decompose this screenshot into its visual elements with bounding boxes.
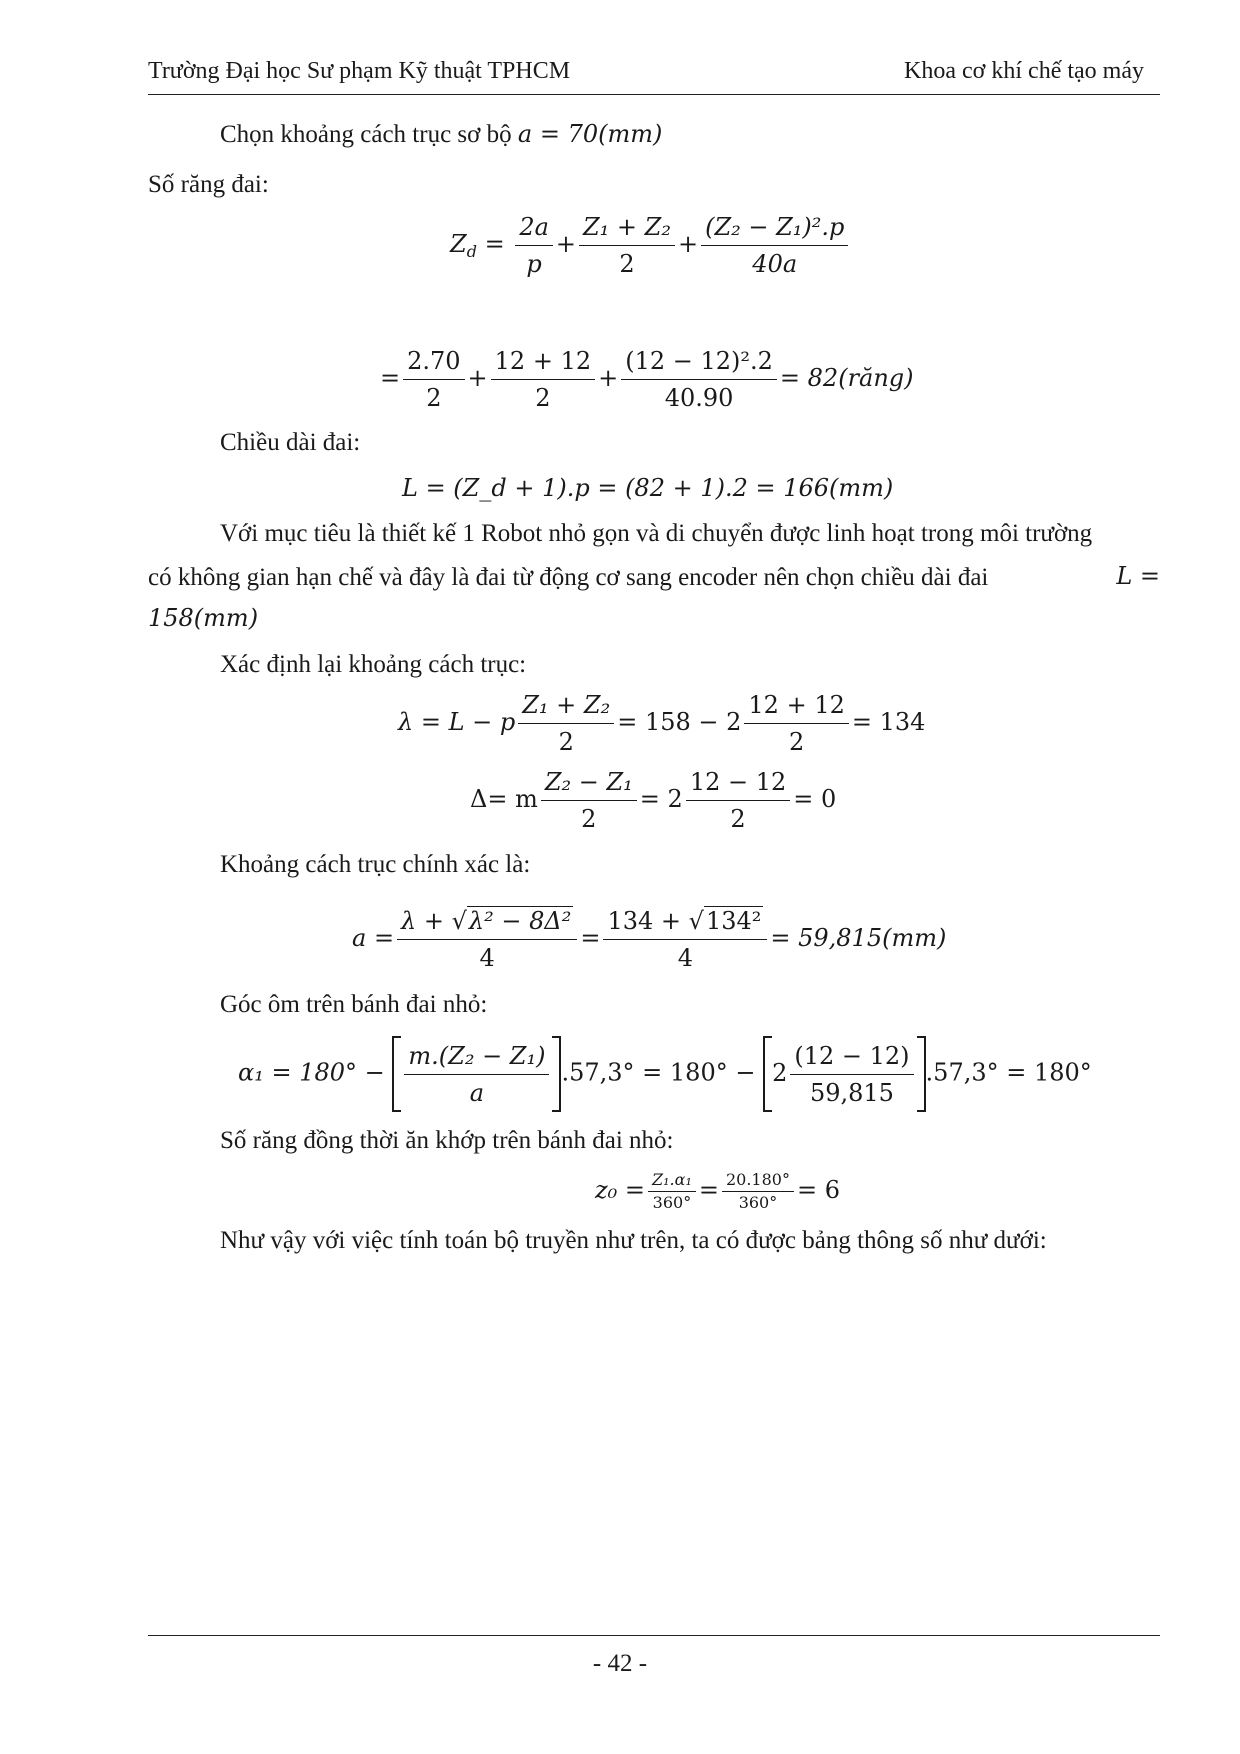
fraction-denominator: 2 xyxy=(581,805,597,833)
delta-lhs: Δ= m xyxy=(470,785,538,813)
text-exact-axis-distance: Khoảng cách trục chính xác là: xyxy=(220,851,531,878)
paragraph-design-goal xyxy=(148,520,1160,630)
fraction-denominator: a xyxy=(469,1078,485,1107)
delta-result: = 0 xyxy=(793,785,837,813)
left-bracket xyxy=(763,1036,772,1112)
preliminary-distance-label: Chọn khoảng cách trục sơ bộ xyxy=(220,121,518,148)
lambda-mid: = 158 − 2 xyxy=(617,708,742,736)
paragraph-line-2 xyxy=(148,564,1160,592)
fraction-numerator: (12 − 12)².2 xyxy=(621,346,777,380)
a-result: = 59,815(mm) xyxy=(770,924,947,952)
preliminary-distance-value: a = 70(mm) xyxy=(517,120,663,148)
fraction-270-over-2 xyxy=(403,346,464,413)
fraction-denominator: p xyxy=(526,250,542,278)
right-bracket xyxy=(917,1036,926,1112)
paragraph-line-3: 158(mm) xyxy=(148,604,259,632)
paragraph-line-1-text: Với mục tiêu là thiết kế 1 Robot nhỏ gọn và di chuyển được linh hoạt trong môi trường xyxy=(220,520,1093,547)
fraction-denominator: 360° xyxy=(652,1193,692,1212)
equation-belt-teeth-numeric: = $\frac{2.70}{2}$ + $\frac{12 + 12}{2}$ + $\frac{\text{(12 − 12)².2}}{40.90}$ = 82(răng) xyxy=(380,347,914,412)
alpha-lhs: α₁ = 180° − xyxy=(238,1058,385,1087)
footer-rule xyxy=(148,1635,1160,1636)
equation-wrap-angle xyxy=(238,1036,1092,1112)
text-preliminary-axis-distance xyxy=(220,122,662,147)
paragraph-line-1 xyxy=(148,520,1160,548)
equation-engaged-teeth: z₀ = $\frac{\text{Z₁.α₁}}{360^\circ}$ = $\frac{20.180^\circ}{360^\circ}$ = 6 xyxy=(595,1170,840,1212)
fraction-numerator: 12 − 12 xyxy=(686,767,790,801)
header-school-name: Trường Đại học Sư phạm Kỹ thuật TPHCM xyxy=(148,58,571,84)
fraction-denominator: 40a xyxy=(752,250,798,278)
z0-lhs: z₀ = xyxy=(595,1176,646,1204)
fraction-numerator: 2.70 xyxy=(403,346,464,380)
text-redetermine-axis-distance: Xác định lại khoảng cách trục: xyxy=(220,651,527,678)
text-parameter-table-intro: Như vậy với việc tính toán bộ truyền như trên, ta có được bảng thông số như dưới: xyxy=(220,1227,1047,1254)
fraction-denominator: 4 xyxy=(479,944,495,972)
header-rule xyxy=(148,94,1160,95)
lambda-result: = 134 xyxy=(851,708,926,736)
length-symbol: L = xyxy=(1116,562,1160,590)
fraction-numerator: Z₂ − Z₁ xyxy=(541,767,637,801)
fraction-z-sum-over-2 xyxy=(579,212,675,279)
fraction-z-diff-over-2 xyxy=(541,767,637,834)
fraction-2a-over-p xyxy=(515,212,553,279)
numerator-prefix: 134 + xyxy=(607,907,689,935)
a-lhs: a = xyxy=(352,924,395,952)
equation-belt-teeth-formula: $Z_d$ = $\frac{2a}{p}$ + $\frac{\text{Z₁ + Z₂}}{2}$ + $\frac{\text{(Z₂ − Z₁)².p}}{40a}$ xyxy=(450,212,851,279)
zd-subscript: d xyxy=(466,242,477,261)
fraction-numerator: 12 + 12 xyxy=(744,690,848,724)
fraction-numerator: m.(Z₂ − Z₁) xyxy=(404,1041,549,1075)
fraction-numerator: 20.180° xyxy=(722,1170,794,1192)
paragraph-line-2-text: có không gian hạn chế và đây là đai từ động cơ sang encoder nên chọn chiều dài đai xyxy=(148,564,989,591)
fraction-denominator: 2 xyxy=(535,384,551,412)
fraction-denominator: 4 xyxy=(677,944,694,972)
equation-lambda xyxy=(398,690,925,757)
fraction-numerator: 12 + 12 xyxy=(491,346,595,380)
text-engaged-teeth-heading: Số răng đồng thời ăn khớp trên bánh đai nhỏ: xyxy=(220,1127,674,1154)
alpha-mid: .57,3° = 180° − xyxy=(561,1058,756,1087)
fraction-numerator: Z₁ + Z₂ xyxy=(579,212,675,246)
fraction-numerator: 2a xyxy=(515,212,553,246)
left-bracket xyxy=(392,1036,401,1112)
numerator-prefix: λ + xyxy=(401,907,452,935)
equation-delta xyxy=(470,767,836,834)
alpha-result: .57,3° = 180° xyxy=(925,1058,1092,1087)
fraction-numerator: (12 − 12) xyxy=(790,1041,913,1075)
alpha-coefficient: 2 xyxy=(772,1058,788,1087)
equation-belt-length: L = (Z_d + 1).p = (82 + 1).2 = 166(mm) xyxy=(402,474,894,502)
fraction-lambda-sqrt: $\frac{\text{λ + √λ² − 8Δ²}}{4}$ xyxy=(397,906,577,973)
sqrt-radicand: λ² − 8Δ² xyxy=(468,907,572,935)
z0-result: = 6 xyxy=(796,1176,840,1204)
fraction-denominator: 2 xyxy=(788,728,805,756)
text-wrap-angle-heading: Góc ôm trên bánh đai nhỏ: xyxy=(220,991,488,1018)
fraction-numerator: Z₁.α₁ xyxy=(648,1170,696,1192)
fraction-numerator: Z₁ + Z₂ xyxy=(518,690,614,724)
fraction-12-plus-12 xyxy=(744,690,848,757)
belt-teeth-result: = 82(răng) xyxy=(779,364,914,392)
page-number: - 42 - xyxy=(592,1650,648,1677)
fraction-134-sqrt: $\frac{\text{134 + √134²}}{4}$ xyxy=(603,906,767,973)
fraction-12-plus-12 xyxy=(491,346,595,413)
zd-symbol: Z xyxy=(450,230,467,258)
fraction-20180-over-360 xyxy=(722,1170,794,1213)
text-belt-teeth-heading: Số răng đai: xyxy=(148,171,269,198)
fraction-denominator: 360° xyxy=(738,1193,778,1212)
fraction-denominator: 2 xyxy=(730,805,746,833)
lambda-lhs: λ = L − p xyxy=(398,708,516,736)
text-belt-length-heading: Chiều dài đai: xyxy=(220,429,361,456)
equation-exact-distance: a = $\frac{\text{λ + √λ² − 8Δ²}}{4}$ = $\frac{\text{134 + √134²}}{4}$ = 59,815(mm) xyxy=(352,907,947,972)
fraction-m-z-diff-over-a xyxy=(404,1041,549,1108)
fraction-z-sum-over-2 xyxy=(518,690,614,757)
fraction-denominator: 2 xyxy=(619,250,635,278)
fraction-z-diff-squared xyxy=(701,212,848,279)
fraction-denominator: 2 xyxy=(558,728,574,756)
fraction-12-minus-12-squared xyxy=(621,346,777,413)
fraction-denominator: 59,815 xyxy=(809,1078,894,1107)
fraction-z1-alpha1-over-360 xyxy=(648,1170,696,1213)
header-faculty-name: Khoa cơ khí chế tạo máy xyxy=(904,58,1144,84)
fraction-numerator: (Z₂ − Z₁)².p xyxy=(701,212,848,246)
delta-mid: = 2 xyxy=(639,785,683,813)
fraction-12-minus-12-over-59815 xyxy=(790,1041,913,1108)
fraction-12-minus-12 xyxy=(686,767,790,834)
fraction-denominator: 40.90 xyxy=(664,384,734,412)
fraction-denominator: 2 xyxy=(426,384,442,412)
sqrt-radicand: 134² xyxy=(705,907,762,935)
